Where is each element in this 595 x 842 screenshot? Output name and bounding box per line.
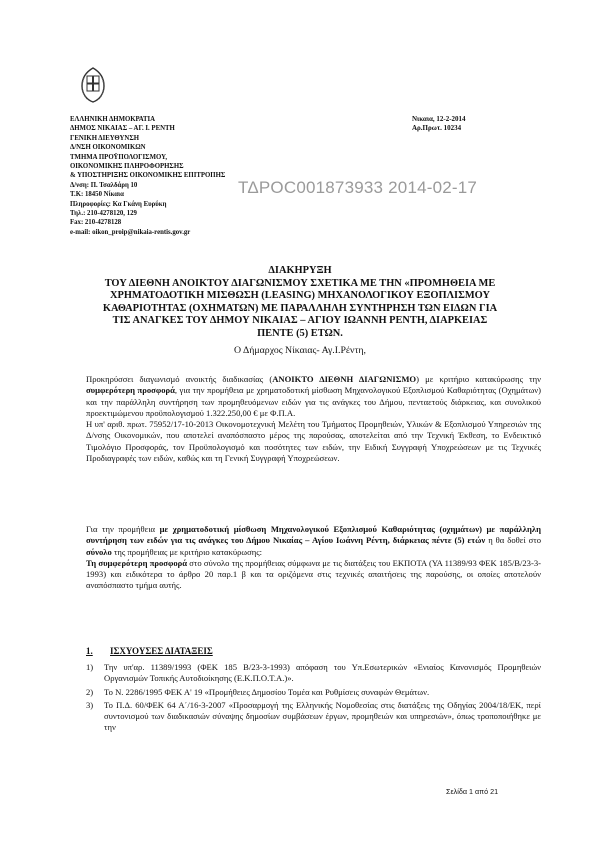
paragraph-text [86, 374, 541, 419]
issuer-block [70, 115, 225, 237]
list-item [86, 662, 541, 685]
text-span: , για την προμήθεια με χρηματοδοτική μίσθωση Μηχανολογικού Εξοπλισμού Καθαριότητας (Οχημάτων) και την παράλληλη συντήρηση των προμηθευόμενων ειδών για τις ανάγκες του Δήμου, πενταετούς διάρκειας, και συνολικού προεκτιμώμενου προϋπολογισμού 1.322.250,00 € με Φ.Π.Α. [86, 385, 541, 418]
paragraph-announcement [86, 374, 541, 464]
bold-span: σύνολο [86, 546, 112, 557]
title-line: ΚΑΘΑΡΙΟΤΗΤΑΣ (ΟΧΗΜΑΤΩΝ) ΜΕ ΠΑΡΑΛΛΗΛΗ ΣΥΝΤΗΡΗΣΗ ΤΩΝ ΕΙΔΩΝ ΓΙΑ [102, 302, 498, 314]
issuer-line: Fax: 210-4278128 [70, 219, 122, 227]
issuer-line: ΟΙΚΟΝΟΜΙΚΗΣ ΠΛΗΡΟΦΟΡΗΣΗΣ [70, 163, 184, 171]
list-item [86, 687, 541, 698]
bold-span: συμφερότερη προσφορά [86, 385, 175, 396]
issuer-line: & ΥΠΟΣΤΗΡΙΞΗΣ ΟΙΚΟΝΟΜΙΚΗΣ ΕΠΙΤΡΟΠΗΣ [70, 172, 226, 180]
text-span: η θα δοθεί στο [485, 535, 541, 546]
issuer-line: ΓΕΝΙΚΗ ΔΙΕΥΘΥΝΣΗ [70, 134, 140, 142]
text-span: ) με κριτήριο κατακύρωσης την [416, 374, 541, 384]
bold-span: με χρηματοδοτική μίσθωση Μηχανολογικού Εξοπλισμού Καθαριότητας (οχημάτων) με παράλληλη συντήρηση των ειδών για τις ανάγκες του Δήμου Νικαίας – Αγίου Ιωάννη Ρέντη, διάρκειας πέντε (5) ετών [86, 524, 541, 546]
text-span: στο σύνολο της προμήθειας σύμφωνα με τις διατάξεις του ΕΚΠΟΤΑ (ΥΑ 11389/93 ΦΕΚ 185/Β/23-3-1993) και ειδικότερα το άρθρο 20 παρ.1 β και τα οριζόμενα στις τεχνικές απαιτήσεις της παρούσης, οι οποίες αποτελούν αναπόσπαστο τμήμα αυτής. [86, 557, 541, 591]
document-title [60, 265, 540, 341]
issuer-line: Δ/νση: Π. Τσαλδάρη 10 [70, 181, 138, 189]
paragraph-text [86, 524, 541, 558]
title-line: ΤΙΣ ΑΝΑΓΚΕΣ ΤΟΥ ΔΗΜΟΥ ΝΙΚΑΙΑΣ – ΑΓΙΟΥ ΙΩΑΝΝΗ ΡΕΝΤΗ, ΔΙΑΡΚΕΙΑΣ [112, 315, 488, 327]
list-text: Την υπ'αρ. 11389/1993 (ΦΕΚ 185 Β/23-3-1993) απόφαση του Υπ.Εσωτερικών «Ενιαίος Κανονισμός Προμηθειών Οργανισμών Τοπικής Αυτοδιοίκησης (Ε.Κ.Π.Ο.Τ.Α.)». [104, 662, 541, 684]
list-text: Το Ν. 2286/1995 ΦΕΚ Α' 19 «Προμήθειες Δημοσίου Τομέα και Ρυθμίσεις συναφών Θεμάτων. [104, 686, 430, 697]
text-span: Προκηρύσσει διαγωνισμό ανοικτής διαδικασίας ( [86, 374, 273, 384]
document-date: Νικαια, 12-2-2014 [412, 115, 466, 123]
title-line: ΤΟΥ ΔΙΕΘΝΗ ΑΝΟΙΚΤΟΥ ΔΙΑΓΩΝΙΣΜΟΥ ΣΧΕΤΙΚΑ ΜΕ ΤΗΝ «ΠΡΟΜΗΘΕΙΑ ΜΕ [104, 277, 496, 289]
provisions-list [86, 662, 541, 736]
bold-span: ΑΝΟΙΚΤΟ ΔΙΕΘΝΗ ΔΙΑΓΩΝΙΣΜΟ [272, 374, 417, 384]
text-span: Για την προμήθεια [86, 524, 160, 534]
section-heading [86, 646, 213, 656]
title-line: ΔΙΑΚΗΡΥΞΗ [268, 265, 332, 276]
list-item [86, 700, 541, 734]
issuer-line: Πληροφορίες: Κα Γκάνη Ευρύκη [70, 200, 167, 208]
issuer-line: ΤΜΗΜΑ ΠΡΟΫΠΟΛΟΓΙΣΜΟΥ, [70, 153, 168, 161]
bold-span: Τη συμφερότερη προσφορά [86, 557, 188, 568]
section-number: 1. [86, 646, 93, 656]
protocol-number: Αρ.Πρωτ. 10234 [412, 124, 462, 133]
greek-emblem-icon [78, 66, 108, 104]
list-number: 1) [86, 662, 94, 672]
mayor-line: Ο Δήμαρχος Νίκαιας- Αγ.Ι.Ρέντη, [234, 345, 366, 356]
paragraph-text: Η υπ' αριθ. πρωτ. 75952/17-10-2013 Οικονομοτεχνική Μελέτη του Τμήματος Προμηθειών, Υλικών & Εξοπλισμού Υπηρεσιών της Δ/νσης Οικονομικών, που αποτελεί αναπόσπαστο μέρος της παρούσας, αποτελείται από την Τεχνική Έκθεση, το Ενδεικτικό Τιμολόγιο Προσφοράς, τον Προϋπολογισμό και ποσότητες των ειδών, την Ειδική Συγγραφή Υποχρεώσεων με τις Τεχνικές Προδιαγραφές των ειδών, καθώς και τη Γενική Συγγραφή Υποχρεώσεων. [86, 419, 541, 464]
text-span: της προμήθειας με κριτήριο κατακύρωσης: [111, 546, 263, 557]
list-text: Το Π.Δ. 60/ΦΕΚ 64 Α΄/16-3-2007 «Προσαρμογή της Ελληνικής Νομοθεσίας στις διατάξεις της Οδηγίας 2004/18/ΕΚ, περί συντονισμού των διαδικασιών σύναψης δημοσίων συμβάσεων έργων, προμηθειών και υπηρεσιών», όπως τροποποιήθηκε με την [104, 699, 541, 733]
section-title: ΙΣΧΥΟΥΣΕΣ ΔΙΑΤΑΞΕΙΣ [110, 646, 213, 656]
issuer-line: Τηλ.: 210-4278120, 129 [70, 210, 137, 218]
date-protocol-block [412, 115, 466, 134]
paragraph-award-criteria [86, 524, 541, 592]
issuer-email: e-mail: oikon_proip@nikaia-rentis.gov.gr [70, 228, 191, 236]
title-line: ΧΡΗΜΑΤΟΔΟΤΙΚΗ ΜΙΣΘΩΣΗ (LEASING) ΜΗΧΑΝΟΛΟΓΙΚΟΥ ΕΞΟΠΛΙΣΜΟΥ [110, 290, 490, 302]
list-number: 2) [86, 686, 94, 697]
issuer-line: Τ.Κ: 18450 Νίκαια [70, 191, 124, 199]
title-line: ΠΕΝΤΕ (5) ΕΤΩΝ. [257, 327, 343, 339]
ada-watermark: ΤΔΡΟC001873933 2014-02-17 [238, 178, 478, 197]
issuer-line: ΕΛΛΗΝΙΚΗ ΔΗΜΟΚΡΑΤΙΑ [70, 116, 156, 123]
page-number: Σελίδα 1 από 21 [446, 787, 499, 796]
paragraph-text [86, 558, 541, 592]
issuer-line: ΔΗΜΟΣ ΝΙΚΑΙΑΣ – ΑΓ. Ι. ΡΕΝΤΗ [70, 125, 175, 133]
issuer-line: Δ/ΝΣΗ ΟΙΚΟΝΟΜΙΚΩΝ [70, 144, 146, 152]
list-number: 3) [86, 699, 94, 710]
